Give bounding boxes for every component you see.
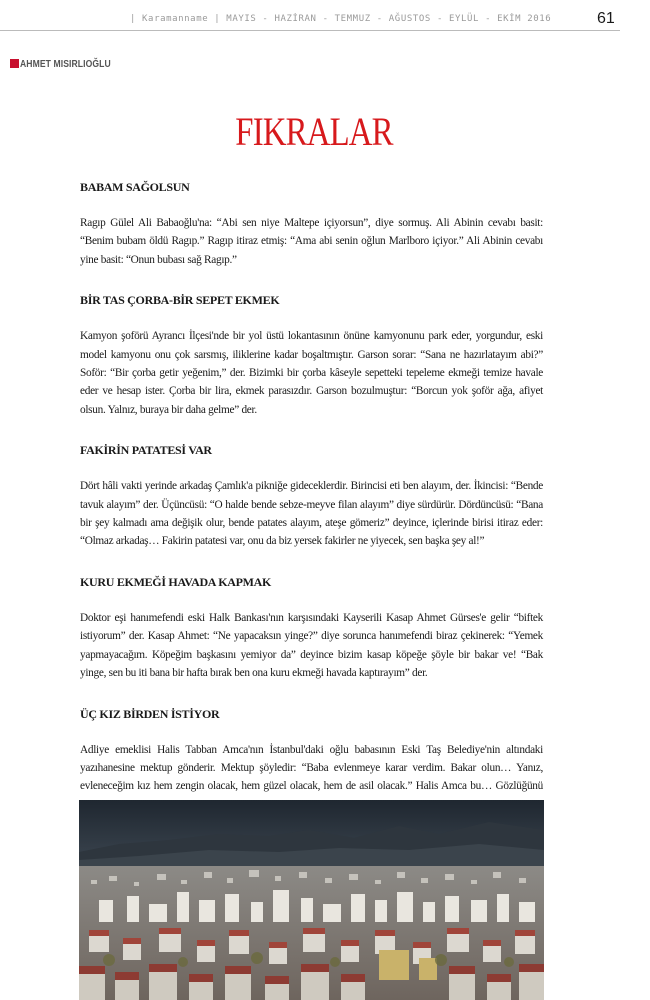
city-panorama-photo <box>79 800 544 1000</box>
section-fakirin-patatesi <box>80 441 543 551</box>
section-paragraph: Adliye emeklisi Halis Tabban Amca'nın İstanbul'daki oğlu babasının Eski Taş Belediye'nin altındaki yazıhanesine mektup gönderir. Mektup şöyledir: “Baba evlenmeye karar verdim. Bakar olun… Yanız, evleneceğim kız hem zengin olacak, hem güzel olacak, hem de asil olacak.” Halis Amca bu… Gözlüğünü <box>80 743 543 793</box>
running-header: | Karamanname | MAYIS - HAZİRAN - TEMMUZ - AĞUSTOS - EYLÜL - EKİM 2016 <box>130 14 552 24</box>
section-uc-kiz <box>80 705 543 815</box>
section-kuru-ekmek <box>80 573 543 683</box>
article-body <box>80 178 543 814</box>
header-rule <box>0 30 620 31</box>
section-paragraph: Ragıp Gülel Ali Babaoğlu'na: “Abi sen niye Maltepe içiyorsun”, diye sormuş. Ali Abinin cevabı basit: “Benim bubam öldü Ragıp.” Ragıp itiraz etmiş: “Ama abi senin oğlun Marlboro içiyor.” Ali Abinin cevabı yine basit: “Onun bubası sağ Ragıp.” <box>80 217 543 266</box>
section-babam-sagolsun <box>80 178 543 269</box>
section-heading: KURU EKMEĞİ HAVADA KAPMAK <box>80 574 272 589</box>
section-paragraph: Doktor eşi hanımefendi eski Halk Bankası'nın karşısındaki Kayserili Kasap Ahmet Gürses'e gelir “biftek istiyorum” der. Kasap Ahmet: “Ne yapacaksın yinge?” diye sorunca hanımefendi biraz çekinerek: “Yemek yapmayacağım. Köpeğim başkasını yemiyor da” deyince bizim kasap köpeğe şöyle bir bakar ve! “Bak yinge, sen bu iti bana bir hafta bırak ben ona kuru ekmeği havada kaptırayım” der. <box>80 611 543 680</box>
section-heading: FAKİRİN PATATESİ VAR <box>80 443 212 458</box>
author-marker <box>10 59 19 68</box>
section-paragraph: Kamyon şoförü Ayrancı İlçesi'nde bir yol üstü lokantasının önüne kamyonunu park eder, yorgundur, eski model kamyonu onu çok sarsmış, iliklerine kadar boşaltmıştır. Garson sorar: “Sana ne hazırlatayım abi?” Soför: “Bir çorba getir yeğenim,” der. Bizimki bir çorba kâseyle sepetteki tepeleme ekmeği temize havale eder ve hesap ister. Çorba bir lira, ekmek parasızdır. Garson bozulmuştur: “Borcun yok şoför ağa, afiyet olsun. Yalnız, buraya bir daha gelme” der. <box>80 330 543 416</box>
page-title: FIKRALAR <box>235 109 393 154</box>
section-heading: ÜÇ KIZ BİRDEN İSTİYOR <box>80 706 220 721</box>
section-paragraph: Dört hâli vakti yerinde arkadaş Çamlık'a pikniğe gideceklerdir. Birincisi eti ben alayım, der. İkincisi: “Bende tavuk alayım” der. Üçüncüsü: “O halde bende sebze-meyve filan alayım” diye sürdürür. Dördüncüsü: “Bana bir şey kalmadı ama değişik olur, bende patates alayım, ateşe gömeriz” deyince, içlerinde birisi itiraz eder: “Olmaz arkadaş… Fakirin patatesi var, onu da biz yersek fakirler ne yiyecek, sen başka şey al!” <box>80 480 543 548</box>
page-number: 61 <box>597 10 615 27</box>
author-name: AHMET MISIRLIOĞLU <box>20 59 111 70</box>
section-heading: BİR TAS ÇORBA-BİR SEPET EKMEK <box>80 293 280 308</box>
section-bir-tas-corba <box>80 291 543 419</box>
section-heading: BABAM SAĞOLSUN <box>80 180 190 194</box>
